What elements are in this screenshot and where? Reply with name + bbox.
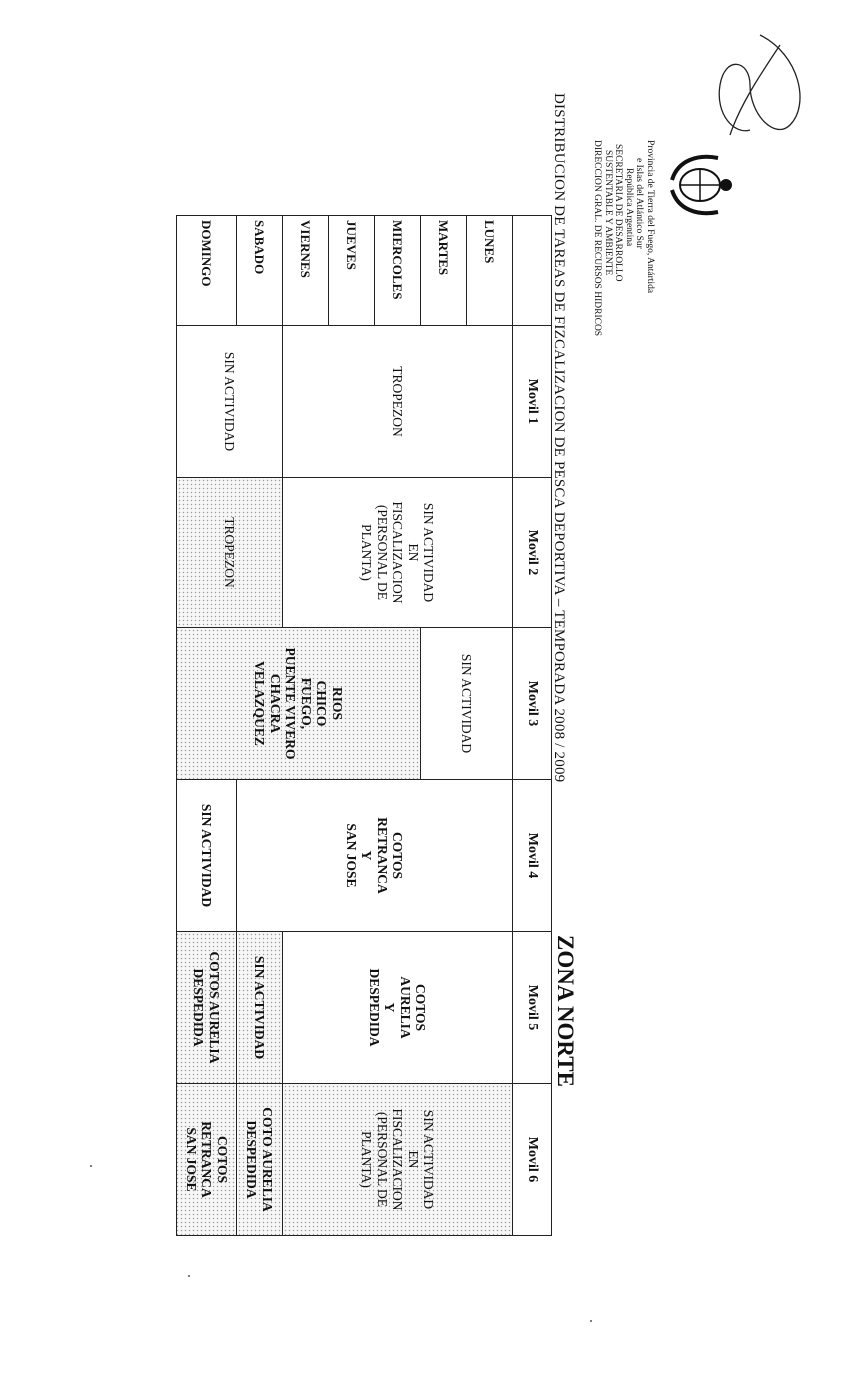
scan-speck [90,1165,92,1167]
column-header: Movil 2 [513,478,552,628]
movil5-weekday-cell: COTOS AURELIA Y DESPEDIDA [283,932,513,1084]
table-row [467,216,513,1236]
day-label: MARTES [421,216,467,326]
movil3-late-cell: RIOS CHICO FUEGO, PUENTE VIVERO CHACRA VELAZQUEZ [177,628,421,780]
day-label: MIERCOLES [375,216,421,326]
movil4-sunday-cell: SIN ACTIVIDAD [177,780,237,932]
movil4-main-cell: COTOS RETRANCA Y SAN JOSE [237,780,513,932]
zone-title: ZONA NORTE [553,935,578,1087]
column-header: Movil 5 [513,932,552,1084]
organization-header [592,140,655,410]
movil5-sunday-cell: COTOS AURELIA DESPEDIDA [177,932,237,1084]
movil2-weekday-cell: SIN ACTIVIDAD EN FISCALIZACION (PERSONAL DE PLANTA) [283,478,513,628]
column-header: Movil 6 [513,1084,552,1236]
column-header: Movil 1 [513,326,552,478]
schedule-table [176,215,552,1236]
handwritten-signature [700,15,820,145]
day-label: VIERNES [283,216,329,326]
scan-speck [188,1275,190,1277]
org-line: Provincia de Tierra del Fuego, Antártida [645,140,655,294]
scan-speck [590,1320,592,1322]
day-label: SABADO [237,216,283,326]
movil1-weekend-cell: SIN ACTIVIDAD [177,326,283,478]
org-line: SECRETARIA DE DESARROLLO [613,144,624,282]
header-row [513,216,552,1236]
day-label: JUEVES [329,216,375,326]
corner-cell [513,216,552,326]
provincial-emblem-icon [668,150,738,220]
movil6-saturday-cell: COTO AURELIA DESPEDIDA [237,1084,283,1236]
column-header: Movil 3 [513,628,552,780]
day-label: DOMINGO [177,216,237,326]
movil1-weekday-cell: TROPEZON [283,326,513,478]
movil6-weekday-cell: SIN ACTIVIDAD EN FISCALIZACION (PERSONAL DE PLANTA) [283,1084,513,1236]
org-line: DIRECCION GRAL. DE RECURSOS HIDRICOS [592,140,603,337]
document-title: DISTRIBUCION DE TAREAS DE FIZCALIZACION DE PESCA DEPORTIVA – TEMPORADA 2008 / 2009 [551,93,567,783]
column-header: Movil 4 [513,780,552,932]
movil3-early-cell: SIN ACTIVIDAD [421,628,513,780]
movil5-saturday-cell: SIN ACTIVIDAD [237,932,283,1084]
movil2-weekend-cell: TROPEZON [177,478,283,628]
org-line: República Argentina [624,168,634,247]
day-label: LUNES [467,216,513,326]
org-line: e Islas del Atlántico Sur [634,158,645,249]
org-line: SUSTENTABLE Y AMBIENTE [603,150,613,276]
movil6-sunday-cell: COTOS RETRANCA SAN JOSE [177,1084,237,1236]
